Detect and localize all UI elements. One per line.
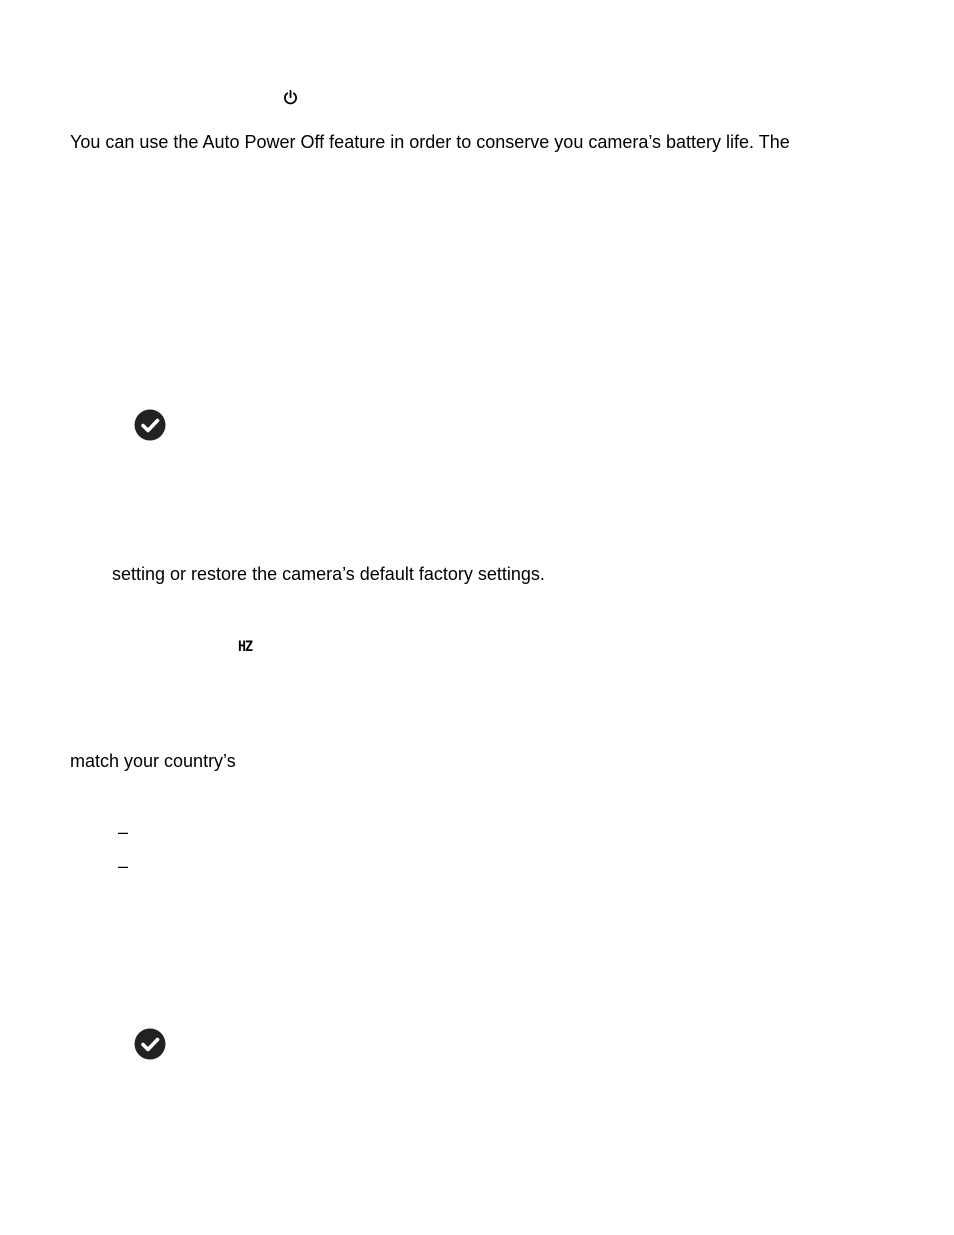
check-circle-icon: [134, 1028, 166, 1060]
frequency-hz-icon: HZ: [238, 639, 253, 655]
power-icon: [282, 89, 299, 106]
check-circle-icon: [134, 409, 166, 441]
reset-settings-description: setting or restore the camera’s default factory settings.: [112, 564, 545, 584]
list-dash: –: [118, 822, 129, 842]
list-dash: –: [118, 856, 129, 876]
auto-power-off-description: You can use the Auto Power Off feature in order to conserve you camera’s battery life. The: [70, 132, 790, 152]
frequency-description: match your country’s: [70, 751, 236, 771]
